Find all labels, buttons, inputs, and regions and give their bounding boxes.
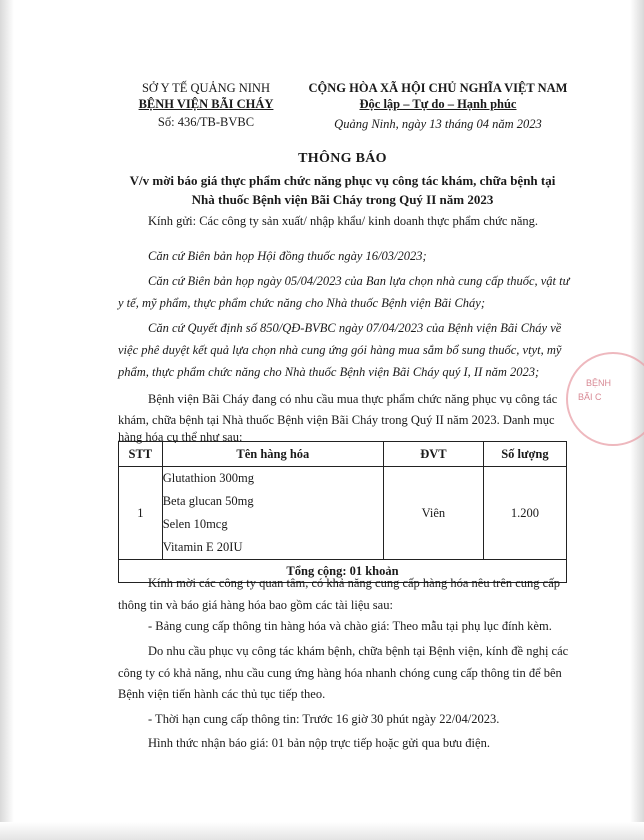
org-name-text: BỆNH VIỆN BÃI CHÁY xyxy=(138,97,274,111)
motto xyxy=(286,97,590,112)
total-cell: Tổng cộng: 01 khoản xyxy=(119,560,567,583)
row-unit: Viên xyxy=(383,467,483,560)
intro-line-3: hàng hóa cụ thể như sau: xyxy=(118,430,243,444)
notice-title: THÔNG BÁO xyxy=(298,151,387,166)
basis-3-line-2: việc phê duyệt kết quả lựa chọn nhà cung ứng gói hàng mua sắm bổ sung thuốc, vtyt, mỹ xyxy=(118,343,562,357)
closing-p1-line-1: Kính mời các công ty quan tâm, có khả năng cung cấp hàng hóa nêu trên cung cấp xyxy=(148,576,561,590)
doc-number: Số: 436/TB-BVBC xyxy=(157,115,255,129)
org-parent: SỞ Y TẾ QUẢNG NINH xyxy=(141,81,270,95)
goods-table xyxy=(118,441,567,583)
basis-1: Căn cứ Biên bản họp Hội đồng thuốc ngày 16/03/2023; xyxy=(148,249,427,263)
row-stt: 1 xyxy=(119,467,163,560)
intro-line-1: Bệnh viện Bãi Cháy đang có nhu cầu mua thực phẩm chức năng phục vụ công tác xyxy=(148,392,558,406)
deadline-line: - Thời hạn cung cấp thông tin: Trước 16 giờ 30 phút ngày 22/04/2023. xyxy=(148,712,500,726)
item-name: Glutathion 300mg xyxy=(162,471,255,485)
basis-3-line-1: Căn cứ Quyết định số 850/QĐ-BVBC ngày 07/04/2023 của Bệnh viện Bãi Cháy về xyxy=(148,321,562,335)
header-name: Tên hàng hóa xyxy=(162,442,383,467)
subject-line-1: V/v mời báo giá thực phẩm chức năng phục vụ công tác khám, chữa bệnh tại xyxy=(129,173,556,188)
org-name xyxy=(126,97,286,112)
stamp-text-bottom: BÃI C xyxy=(578,392,602,402)
header-stt: STT xyxy=(119,442,163,467)
basis-2-line-1: Căn cứ Biên bản họp ngày 05/04/2023 của Ban lựa chọn nhà cung cấp thuốc, vật tư xyxy=(148,274,570,288)
closing-bullet-1: - Bảng cung cấp thông tin hàng hóa và chào giá: Theo mẫu tại phụ lục đính kèm. xyxy=(148,619,552,633)
subject-line-2: Nhà thuốc Bệnh viện Bãi Cháy trong Quý II năm 2023 xyxy=(191,192,494,207)
nation-title: CỘNG HÒA XÃ HỘI CHỦ NGHĨA VIỆT NAM xyxy=(308,81,568,95)
intro-line-2: khám, chữa bệnh tại Nhà thuốc Bệnh viện Bãi Cháy trong Quý II năm 2023. Danh mục xyxy=(118,413,555,427)
closing-p2-line-1: Do nhu cầu phục vụ công tác khám bệnh, chữa bệnh tại Bệnh viện, kính đề nghị các xyxy=(148,644,569,658)
scan-edge-bottom xyxy=(0,822,644,840)
stamp-text-top: BỆNH xyxy=(586,378,612,388)
motto-text: Độc lập – Tự do – Hạnh phúc xyxy=(359,97,517,111)
table-row xyxy=(119,467,567,560)
closing-p1-line-2: thông tin và báo giá hàng hóa bao gồm các tài liệu sau: xyxy=(118,598,393,612)
closing-p2-line-2: công ty có khả năng, nhu cầu cung ứng hàng hóa nhanh chóng cung cấp thông tin để bên xyxy=(118,666,562,680)
row-qty: 1.200 xyxy=(483,467,566,560)
method-line: Hình thức nhận báo giá: 01 bản nộp trực tiếp hoặc gửi qua bưu điện. xyxy=(148,736,490,750)
table-header-row xyxy=(119,442,567,467)
item-name: Beta glucan 50mg xyxy=(162,494,254,508)
header-qty: Số lượng xyxy=(483,442,566,467)
scan-edge-left xyxy=(0,0,14,840)
item-name: Selen 10mcg xyxy=(162,517,228,531)
place-date: Quảng Ninh, ngày 13 tháng 04 năm 2023 xyxy=(334,117,542,131)
row-items xyxy=(162,467,383,560)
recipient-line: Kính gửi: Các công ty sản xuất/ nhập khẩu/ kinh doanh thực phẩm chức năng. xyxy=(148,214,539,228)
basis-3-line-3: phẩm, thực phẩm chức năng cho Nhà thuốc Bệnh viện Bãi Cháy quý I, II năm 2023; xyxy=(118,365,540,379)
closing-p2-line-3: Bệnh viện tiến hành các thủ tục tiếp theo. xyxy=(118,687,326,701)
header-unit: ĐVT xyxy=(383,442,483,467)
item-name: Vitamin E 20IU xyxy=(162,540,243,554)
basis-2-line-2: y tế, mỹ phẩm, thực phẩm chức năng cho Nhà thuốc Bệnh viện Bãi Cháy; xyxy=(118,296,486,310)
